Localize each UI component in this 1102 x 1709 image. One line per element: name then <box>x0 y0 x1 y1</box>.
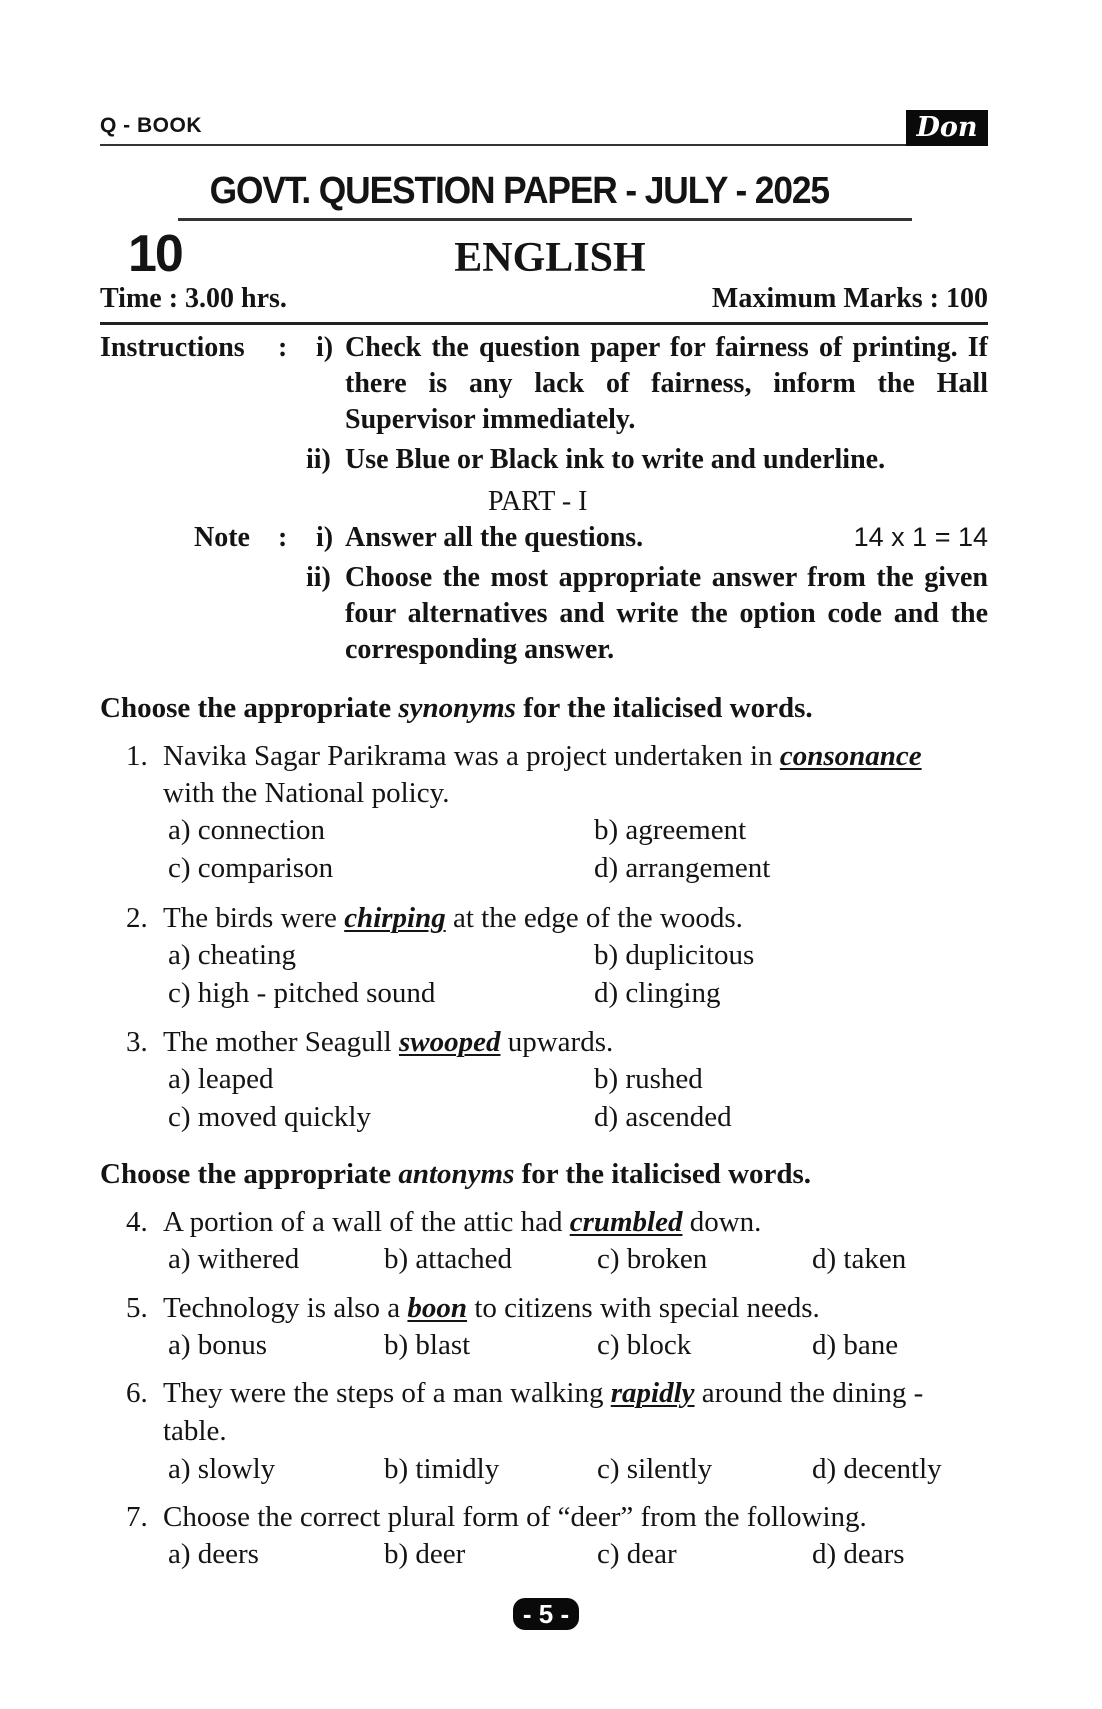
section-heading-antonyms: Choose the appropriate antonyms for the italicised words. <box>100 1158 812 1190</box>
option-a: a) bonus <box>168 1329 268 1361</box>
question-number: 5. <box>126 1292 148 1324</box>
page-number-badge: - 5 - <box>513 1598 579 1630</box>
option-a: a) cheating <box>168 939 297 971</box>
question-text: Choose the correct plural form of “deer” from the following. <box>163 1501 867 1533</box>
option-b: b) attached <box>384 1243 513 1275</box>
option-a: a) deers <box>168 1538 259 1570</box>
option-c: c) comparison <box>168 852 334 884</box>
question-text-continued: table. <box>163 1415 227 1447</box>
question-number: 1. <box>126 740 148 772</box>
page-header <box>100 108 988 146</box>
option-a: a) withered <box>168 1243 300 1275</box>
option-b: b) blast <box>384 1329 471 1361</box>
option-b: b) timidly <box>384 1453 500 1485</box>
option-a: a) connection <box>168 814 326 846</box>
instruction-num: i) <box>316 332 334 363</box>
option-c: c) block <box>597 1329 692 1361</box>
option-a: a) leaped <box>168 1063 274 1095</box>
standard-number: 10 <box>128 225 182 283</box>
question-text: The mother Seagull swooped upwards. <box>163 1026 614 1058</box>
question-text: Navika Sagar Parikrama was a project undertaken in consonance <box>163 740 922 772</box>
time-allowed: Time : 3.00 hrs. <box>100 283 287 314</box>
note-colon: : <box>278 522 288 553</box>
question-number: 3. <box>126 1026 148 1058</box>
note-item: Answer all the questions. <box>345 522 644 553</box>
option-d: d) arrangement <box>594 852 771 884</box>
part-title: PART - I <box>488 486 588 517</box>
option-d: d) clinging <box>594 977 721 1009</box>
question-number: 2. <box>126 902 148 934</box>
question-number: 7. <box>126 1501 148 1533</box>
question-number: 6. <box>126 1377 148 1409</box>
option-c: c) moved quickly <box>168 1101 371 1133</box>
marks-scheme: 14 x 1 = 14 <box>853 522 988 552</box>
option-c: c) silently <box>597 1453 713 1485</box>
instructions-colon: : <box>278 332 288 363</box>
question-text: The birds were chirping at the edge of the woods. <box>163 902 743 934</box>
publisher-logo: Don <box>906 110 988 146</box>
question-number: 4. <box>126 1206 148 1238</box>
option-d: d) ascended <box>594 1101 732 1133</box>
option-d: d) decently <box>812 1453 942 1485</box>
title-underline <box>178 218 912 221</box>
subject-title: ENGLISH <box>454 235 646 281</box>
paper-title: GOVT. QUESTION PAPER - JULY - 2025 <box>209 170 829 212</box>
option-c: c) broken <box>597 1243 708 1275</box>
option-b: b) deer <box>384 1538 466 1570</box>
section-heading-synonyms: Choose the appropriate synonyms for the italicised words. <box>100 692 813 724</box>
option-d: d) bane <box>812 1329 899 1361</box>
book-label: Q - BOOK <box>100 114 202 137</box>
note-num: i) <box>316 522 334 553</box>
instructions-label: Instructions <box>100 332 245 363</box>
instruction-item: Check the question paper for fairness of printing. If there is any lack of fairness, inform the Hall Supervisor immediately. <box>345 332 988 435</box>
option-b: b) duplicitous <box>594 939 755 971</box>
option-b: b) agreement <box>594 814 747 846</box>
question-text: They were the steps of a man walking rapidly around the dining - <box>163 1377 924 1409</box>
note-item: Choose the most appropriate answer from the given four alternatives and write the option code and the corresponding answer. <box>345 562 988 665</box>
option-c: c) dear <box>597 1538 677 1570</box>
option-a: a) slowly <box>168 1453 276 1485</box>
option-d: d) dears <box>812 1538 905 1570</box>
instruction-item: Use Blue or Black ink to write and underline. <box>345 444 886 475</box>
header-divider <box>100 322 988 325</box>
maximum-marks: Maximum Marks : 100 <box>711 283 988 314</box>
note-num: ii) <box>306 562 331 593</box>
question-text-continued: with the National policy. <box>163 777 450 809</box>
option-b: b) rushed <box>594 1063 703 1095</box>
question-text: A portion of a wall of the attic had crumbled down. <box>163 1206 762 1238</box>
option-d: d) taken <box>812 1243 907 1275</box>
question-text: Technology is also a boon to citizens with special needs. <box>163 1292 820 1324</box>
instruction-num: ii) <box>306 444 331 475</box>
note-label: Note <box>194 522 250 553</box>
option-c: c) high - pitched sound <box>168 977 436 1009</box>
